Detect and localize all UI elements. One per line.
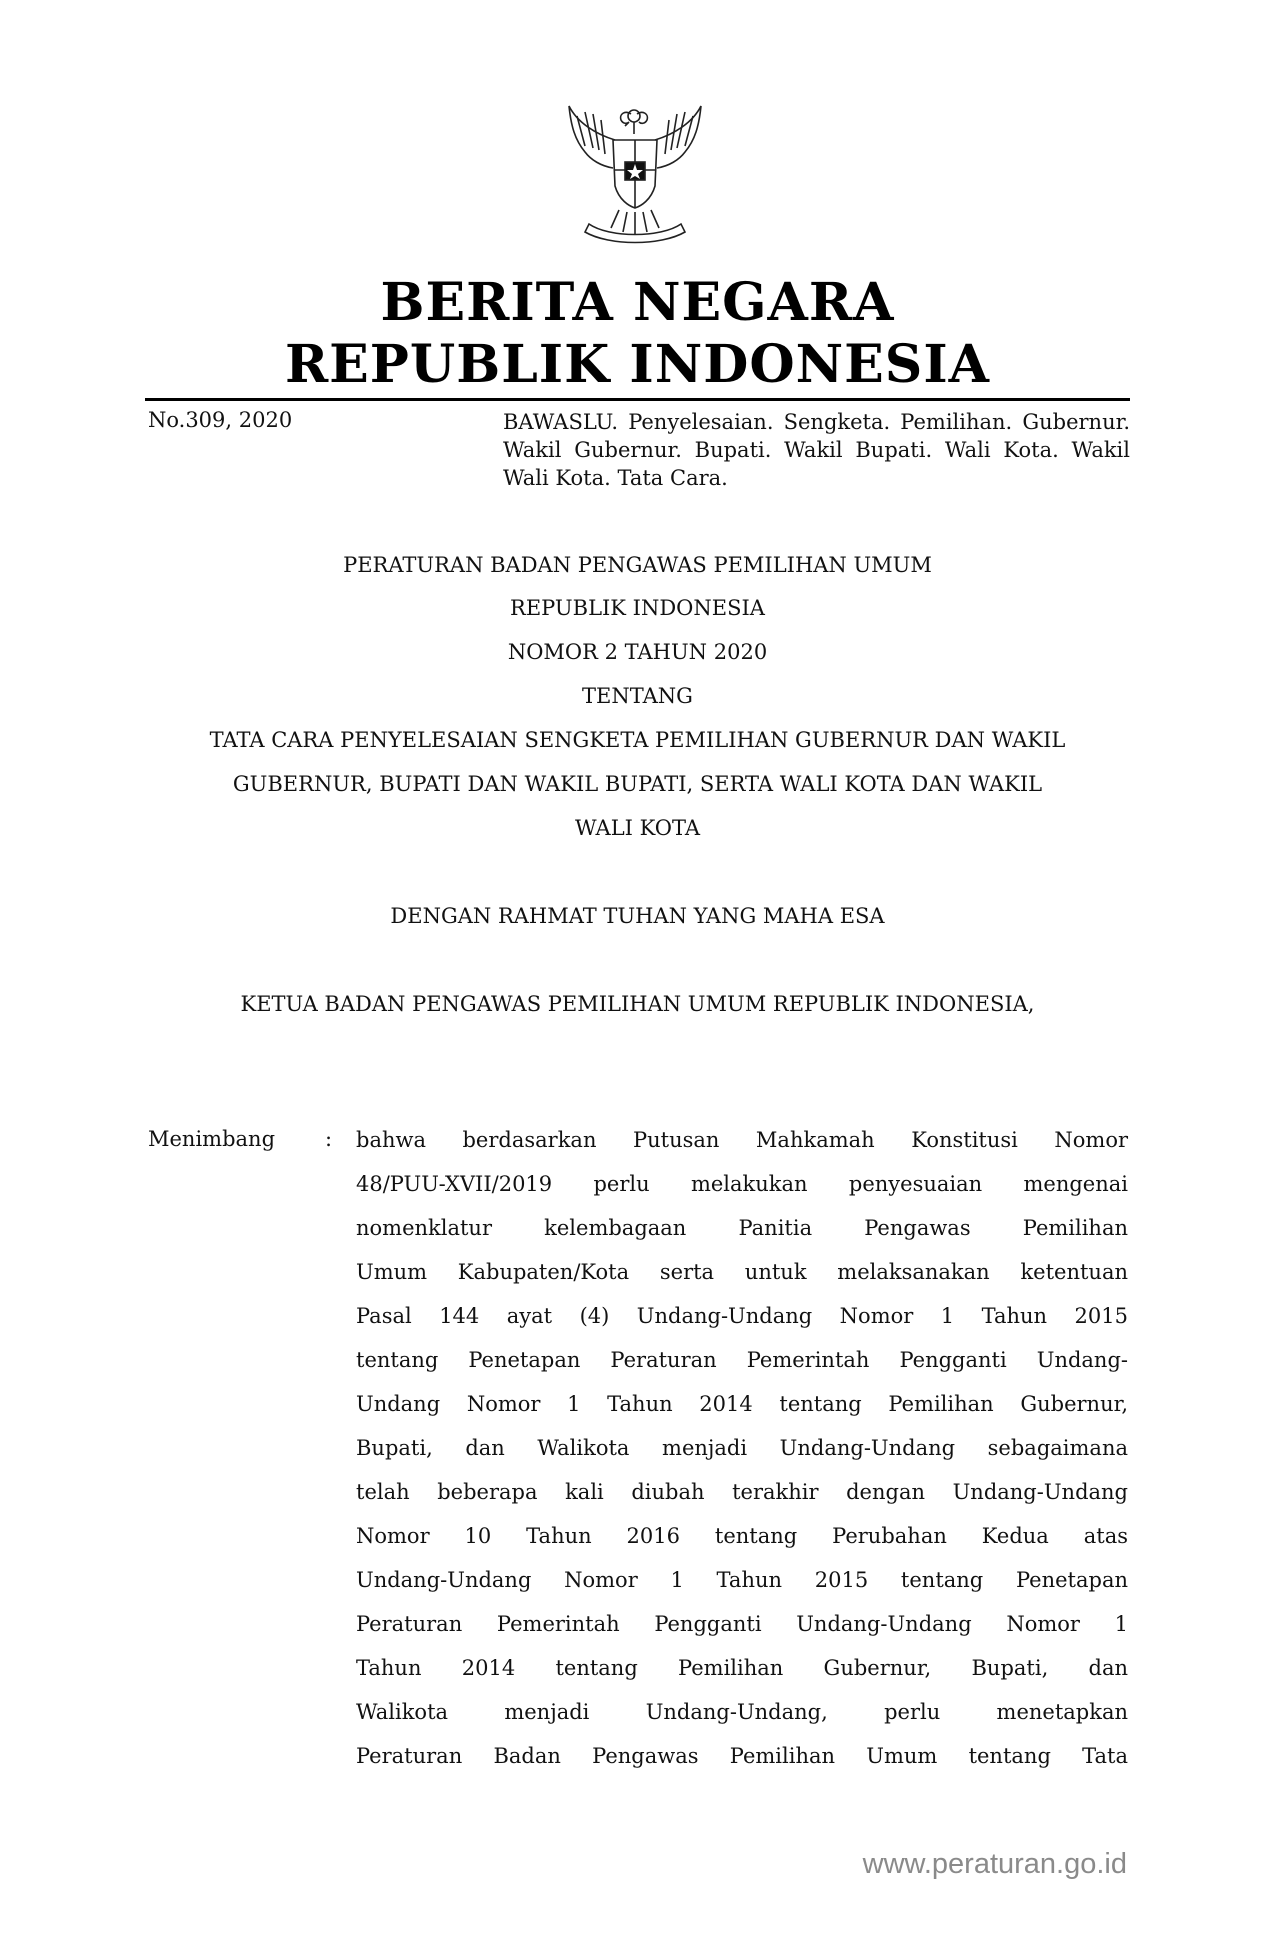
body-line: Umum Kabupaten/Kota serta untuk melaksanakan ketentuan <box>356 1260 1128 1284</box>
menimbang-body <box>356 1127 1128 1787</box>
regulation-subject-line: WALI KOTA <box>575 816 700 840</box>
body-line: nomenklatur kelembagaan Panitia Pengawas Pemilihan <box>356 1216 1128 1240</box>
body-line: Pasal 144 ayat (4) Undang-Undang Nomor 1 Tahun 2015 <box>356 1304 1128 1328</box>
body-line: bahwa berdasarkan Putusan Mahkamah Konstitusi Nomor <box>356 1128 1128 1152</box>
masthead-subtitle: REPUBLIK INDONESIA <box>284 334 991 395</box>
body-line: tentang Penetapan Peraturan Pemerintah Pengganti Undang- <box>356 1348 1128 1372</box>
body-line: Undang-Undang Nomor 1 Tahun 2015 tentang Penetapan <box>356 1568 1128 1592</box>
regulation-about: TENTANG <box>582 684 693 708</box>
body-line: Bupati, dan Walikota menjadi Undang-Undang sebagaimana <box>356 1436 1128 1460</box>
gazette-subject: BAWASLU. Penyelesaian. Sengketa. Pemilihan. Gubernur. Wakil Gubernur. Bupati. Wakil Bupati. Wali Kota. Wakil Wali Kota. Tata Cara. <box>503 410 1130 490</box>
body-line: Tahun 2014 tentang Pemilihan Gubernur, Bupati, dan <box>356 1656 1128 1680</box>
body-line: Nomor 10 Tahun 2016 tentang Perubahan Kedua atas <box>356 1524 1128 1548</box>
regulation-subject-line: GUBERNUR, BUPATI DAN WAKIL BUPATI, SERTA WALI KOTA DAN WAKIL <box>232 772 1043 796</box>
gazette-number: No.309, 2020 <box>148 408 293 432</box>
preamble-authority: KETUA BADAN PENGAWAS PEMILIHAN UMUM REPUBLIK INDONESIA, <box>240 992 1035 1016</box>
body-line: telah beberapa kali diubah terakhir dengan Undang-Undang <box>356 1480 1128 1504</box>
footer-website-link[interactable]: www.peraturan.go.id <box>862 1848 1127 1880</box>
menimbang-label: Menimbang <box>148 1127 276 1151</box>
body-line: Undang Nomor 1 Tahun 2014 tentang Pemilihan Gubernur, <box>356 1392 1128 1416</box>
regulation-title-line: PERATURAN BADAN PENGAWAS PEMILIHAN UMUM <box>343 553 932 577</box>
regulation-title-line: REPUBLIK INDONESIA <box>510 596 765 620</box>
body-line: Peraturan Badan Pengawas Pemilihan Umum tentang Tata <box>356 1744 1128 1768</box>
garuda-emblem-icon <box>555 100 715 250</box>
masthead-title: BERITA NEGARA <box>380 272 895 333</box>
preamble-invocation: DENGAN RAHMAT TUHAN YANG MAHA ESA <box>390 904 885 928</box>
menimbang-colon: : <box>325 1127 333 1151</box>
body-line: Peraturan Pemerintah Pengganti Undang-Undang Nomor 1 <box>356 1612 1128 1636</box>
masthead-divider <box>145 398 1130 401</box>
body-line: Walikota menjadi Undang-Undang, perlu menetapkan <box>356 1700 1128 1724</box>
body-line: 48/PUU-XVII/2019 perlu melakukan penyesuaian mengenai <box>356 1172 1128 1196</box>
regulation-number: NOMOR 2 TAHUN 2020 <box>507 640 768 664</box>
regulation-subject-line: TATA CARA PENYELESAIAN SENGKETA PEMILIHAN GUBERNUR DAN WAKIL <box>209 728 1066 752</box>
